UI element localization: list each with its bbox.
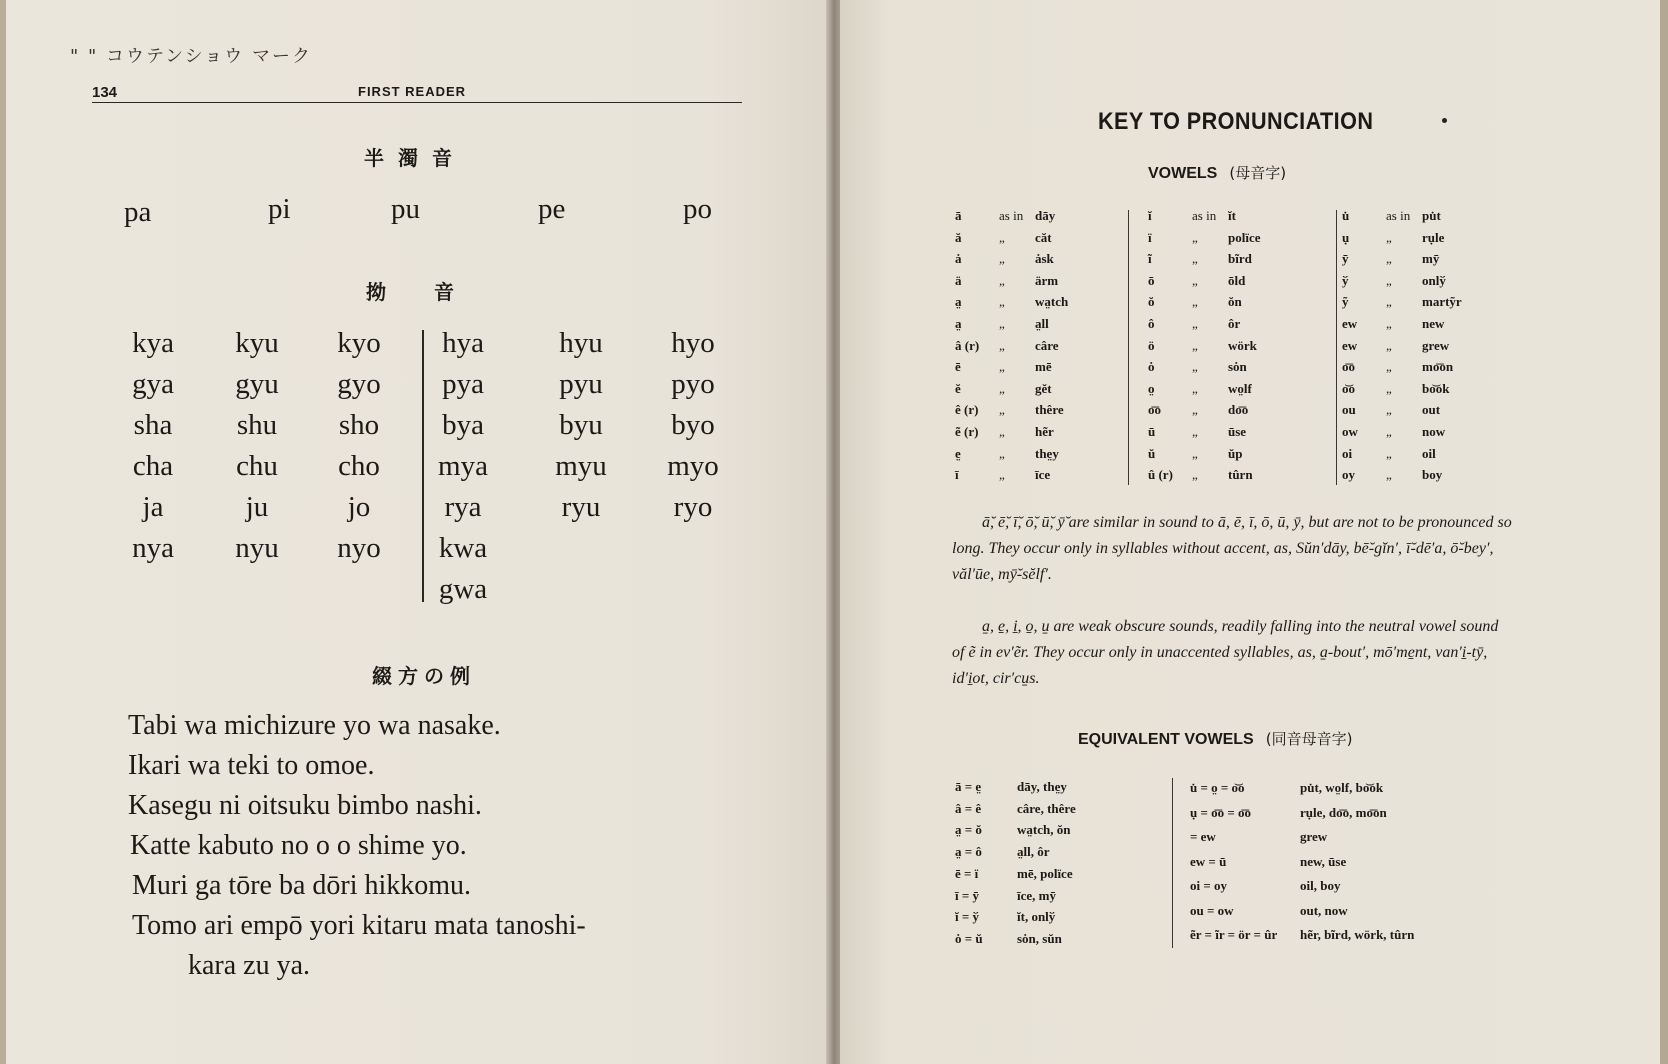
key-connector: as in: [1192, 208, 1217, 223]
equivalent-row: [955, 776, 1076, 798]
key-connector: as in: [1386, 208, 1411, 223]
examples: câre, thêre: [1017, 800, 1076, 816]
key-word: bĩrd: [1228, 251, 1252, 267]
key-word: tûrn: [1228, 467, 1253, 483]
key-sym: ow: [1342, 423, 1358, 439]
key-sym: ô: [1148, 315, 1155, 331]
key-row: [955, 248, 1068, 270]
key-sym: ĩ: [1148, 251, 1152, 267]
equivalence: oi = oy: [1190, 878, 1228, 893]
key-word: ūse: [1228, 423, 1247, 439]
key-row: [1148, 421, 1261, 443]
equivalence: â = ê: [955, 800, 982, 816]
key-sym: ä: [955, 272, 962, 288]
key-sym: oi: [1342, 445, 1353, 461]
note-paragraph: ā̆, ē̆, ī̆, ō̆, ū̆, ȳ̆ are similar in sound to ā, ē, ī, ō, ū, ȳ, but are not to be pronounced so long. They occur only in syllables without accent, as, Sŭn′dāy, bē̆-gĭn′, ī̆-dē′a, ō̆-bey′, văl′ūe, mȳ̆-sĕlf′.: [952, 514, 1512, 583]
key-sym: e̤: [955, 445, 961, 461]
examples: sȯn, sŭn: [1017, 930, 1062, 946]
key-sym: ī: [955, 467, 959, 483]
equivalent-heading-jp: (同音母音字): [1265, 730, 1353, 748]
key-row: [1148, 356, 1261, 378]
key-connector: „: [999, 467, 1005, 483]
examples: mē, polïce: [1017, 865, 1073, 881]
key-row: [1342, 356, 1462, 378]
yoon-syllable: byu: [559, 409, 603, 441]
key-word: ĭt: [1228, 208, 1236, 223]
key-row: [1148, 378, 1261, 400]
key-sym: ŭ: [1148, 445, 1156, 461]
syllable: pa: [124, 196, 152, 228]
key-row: [955, 464, 1068, 486]
equivalent-row: [955, 885, 1076, 907]
key-row: [955, 227, 1068, 249]
key-row: [1148, 399, 1261, 421]
equivalent-column: [955, 776, 1076, 950]
yoon-syllable: bya: [442, 409, 484, 441]
key-row: [1342, 464, 1462, 486]
key-connector: „: [1386, 467, 1392, 483]
key-column: [1342, 205, 1462, 486]
key-connector: „: [1386, 337, 1392, 353]
key-column-rule: [1128, 210, 1129, 485]
key-column: [1148, 205, 1261, 486]
key-row: [1342, 335, 1462, 357]
key-connector: „: [1386, 380, 1392, 396]
yoon-syllable: hyo: [671, 327, 715, 359]
examples: oil, boy: [1300, 878, 1341, 893]
yoon-syllable: hyu: [559, 327, 603, 359]
key-row: [1148, 313, 1261, 335]
examples: new, ūse: [1300, 853, 1347, 869]
yoon-syllable: kya: [132, 327, 174, 359]
key-sym: ū: [1148, 423, 1156, 439]
key-word: out: [1422, 402, 1441, 418]
yoon-syllable: ryu: [561, 491, 601, 523]
key-sym: ï: [1148, 229, 1152, 245]
syllable: pi: [268, 193, 291, 225]
key-row: [1148, 205, 1261, 227]
syllable: pu: [391, 193, 420, 225]
yoon-syllable: chu: [236, 450, 278, 482]
yoon-syllable: gyu: [235, 368, 279, 400]
syllable: po: [683, 193, 712, 225]
key-connector: „: [999, 423, 1005, 439]
key-row: [955, 443, 1068, 465]
page-edge: [1660, 0, 1668, 1064]
key-word: sȯn: [1228, 359, 1247, 375]
examples: out, now: [1300, 902, 1348, 918]
key-row: [1342, 378, 1462, 400]
key-connector: „: [1192, 337, 1198, 353]
equivalent-heading-wrap: [1078, 728, 1352, 749]
yoon-syllable: kyo: [337, 327, 381, 359]
key-word: hẽr: [1035, 423, 1054, 439]
proverb-line: kara zu ya.: [188, 950, 311, 981]
key-sym: ā: [955, 208, 962, 223]
key-row: [1148, 270, 1261, 292]
yoon-syllable: kyu: [235, 327, 279, 359]
yoon-syllable: mya: [438, 450, 488, 482]
equivalence: ou = ow: [1190, 902, 1234, 918]
key-connector: „: [1192, 272, 1198, 288]
equivalent-heading: EQUIVALENT VOWELS: [1078, 731, 1254, 748]
equivalence: = ew: [1190, 829, 1216, 844]
key-sym: ē: [955, 359, 961, 375]
key-sym: oy: [1342, 467, 1355, 483]
yoon-syllable: pyu: [559, 368, 603, 400]
key-word: dāy: [1035, 208, 1056, 223]
yoon-syllable: ja: [142, 491, 164, 523]
examples-heading: 綴方の例: [372, 664, 476, 688]
key-word: do͞o: [1228, 402, 1249, 418]
yoon-syllable: sha: [133, 409, 173, 441]
key-word: martỹr: [1422, 294, 1462, 310]
key-word: onlў: [1422, 272, 1446, 288]
key-word: wo̤lf: [1228, 380, 1252, 396]
key-word: ŭp: [1228, 445, 1243, 461]
running-head: FIRST READER: [358, 84, 467, 99]
key-sym: ȯ: [1148, 359, 1155, 375]
key-connector: „: [1386, 402, 1392, 418]
key-row: [955, 399, 1068, 421]
key-connector: „: [999, 445, 1005, 461]
yoon-syllable: jo: [347, 491, 371, 523]
key-word: boy: [1422, 467, 1443, 483]
key-word: the̤y: [1035, 445, 1059, 461]
equivalence: ē = ï: [955, 865, 979, 881]
key-connector: „: [1192, 380, 1198, 396]
equivalent-row: [1190, 825, 1414, 850]
key-word: ŏn: [1228, 294, 1242, 310]
key-sym: ȧ: [955, 251, 962, 267]
page-edge: [0, 0, 6, 1064]
key-sym: a̤: [955, 315, 962, 331]
key-word: căt: [1035, 229, 1052, 245]
key-connector: „: [1386, 251, 1392, 267]
key-connector: „: [1192, 251, 1198, 267]
key-connector: „: [999, 294, 1005, 310]
key-word: polïce: [1228, 229, 1261, 245]
key-connector: „: [1192, 315, 1198, 331]
examples: rụle, do͞o, mo͞on: [1300, 804, 1387, 820]
equivalent-row: [955, 906, 1076, 928]
key-connector: „: [1386, 229, 1392, 245]
equivalent-row: [955, 841, 1076, 863]
proverb-line: Tomo ari empō yori kitaru mata tanoshi-: [132, 910, 586, 941]
proverb-line: Ikari wa teki to omoe.: [128, 750, 375, 781]
key-word: wa̤tch: [1035, 294, 1069, 310]
key-row: [1148, 443, 1261, 465]
key-row: [1148, 227, 1261, 249]
equivalent-row: [955, 819, 1076, 841]
examples: ĭt, onlў: [1017, 909, 1056, 925]
key-sym: o͞o: [1148, 402, 1161, 418]
key-sym: â (r): [955, 337, 980, 353]
key-sym: ö: [1148, 337, 1155, 353]
key-sym: o͞o: [1342, 359, 1355, 375]
key-word: īce: [1035, 467, 1051, 483]
proverb-line: Kasegu ni oitsuku bimbo nashi.: [128, 790, 482, 821]
equivalent-row: [955, 928, 1076, 950]
equivalence: a̤ = ŏ: [955, 822, 982, 838]
key-row: [955, 421, 1068, 443]
equivalence: ew = ū: [1190, 853, 1227, 869]
key-connector: „: [1386, 272, 1392, 288]
key-word: thêre: [1035, 402, 1064, 418]
key-row: [1342, 270, 1462, 292]
key-sym: ĭ: [1148, 208, 1152, 223]
equivalent-row: [1190, 801, 1414, 826]
proverb-line: Muri ga tōre ba dōri hikkomu.: [132, 870, 472, 901]
key-row: [1342, 291, 1462, 313]
key-word: grew: [1422, 337, 1450, 353]
yoon-syllable: myo: [667, 450, 719, 482]
yoon-syllable: gyo: [337, 368, 381, 400]
key-connector: „: [999, 359, 1005, 375]
key-row: [1148, 291, 1261, 313]
key-connector: „: [999, 272, 1005, 288]
yoon-syllable: sho: [338, 409, 380, 441]
yoon-syllable: pyo: [671, 368, 715, 400]
yoon-syllable: gya: [132, 368, 174, 400]
yoon-syllable: cho: [338, 450, 380, 482]
key-connector: „: [1192, 229, 1198, 245]
key-row: [1342, 313, 1462, 335]
key-row: [955, 335, 1068, 357]
key-connector: as in: [999, 208, 1024, 223]
key-sym: ụ: [1342, 229, 1350, 245]
key-connector: „: [1386, 359, 1392, 375]
equivalent-row: [955, 863, 1076, 885]
page-title: KEY TO PRONUNCIATION: [1098, 108, 1374, 135]
page-number: 134: [92, 84, 118, 101]
ink-dot: [1442, 118, 1447, 123]
left-page: [0, 0, 832, 1064]
key-word: mo͞on: [1422, 359, 1454, 375]
equivalence: a̤ = ô: [955, 844, 982, 860]
key-word: gĕt: [1035, 380, 1052, 396]
key-row: [955, 291, 1068, 313]
yoon-syllable: ju: [245, 491, 269, 523]
key-column: [955, 205, 1068, 486]
yoon-syllable: byo: [671, 409, 715, 441]
equivalence: ụ = o͞o = o͞o: [1190, 804, 1252, 820]
equivalent-row: [1190, 874, 1414, 899]
key-row: [955, 378, 1068, 400]
equivalence: ī = ȳ: [955, 887, 980, 903]
yoon-syllable: myu: [555, 450, 607, 482]
key-connector: „: [1386, 294, 1392, 310]
key-connector: „: [999, 229, 1005, 245]
yoon-syllable: gwa: [438, 573, 488, 605]
yoon-syllable: pya: [442, 368, 484, 400]
key-word: rụle: [1422, 229, 1445, 245]
yoon-syllable: ryo: [673, 491, 713, 523]
note-paragraph: a̱, e̱, i̱, o̱, u̱ are weak obscure sounds, readily falling into the neutral vowel sound of ẽ in ev′ẽr. They occur only in unaccented syllables, as, a̱-bout′, mō′me̱nt, van′i̱-tȳ, id′i̱ot, cir′cu̱s.: [952, 618, 1499, 687]
key-sym: ew: [1342, 315, 1358, 331]
key-word: pu̇t: [1422, 208, 1441, 223]
key-connector: „: [1386, 315, 1392, 331]
key-row: [1342, 421, 1462, 443]
proverb-line: Tabi wa michizure yo wa nasake.: [128, 710, 501, 741]
yoon-syllable: nyu: [235, 532, 279, 564]
equivalent-row: [1190, 776, 1414, 801]
yoon-syllable: shu: [236, 409, 278, 441]
key-sym: o̤: [1148, 380, 1155, 396]
equivalent-row: [1190, 899, 1414, 924]
equivalent-column-rule: [1172, 778, 1173, 948]
key-word: ȧsk: [1035, 251, 1054, 267]
key-column-rule: [1336, 210, 1337, 485]
key-connector: „: [1386, 423, 1392, 439]
key-row: [955, 356, 1068, 378]
equivalent-row: [955, 798, 1076, 820]
examples: dāy, the̤y: [1017, 779, 1067, 794]
equivalence: ȯ = ŭ: [955, 930, 983, 946]
yoon-syllable: hya: [442, 327, 484, 359]
key-word: wörk: [1228, 337, 1257, 353]
vowels-heading-jp: (母音字): [1229, 164, 1287, 182]
key-row: [955, 313, 1068, 335]
examples: īce, mȳ: [1017, 887, 1056, 903]
equivalent-row: [1190, 923, 1414, 948]
equivalence: u̇ = o̤ = o͝o: [1190, 780, 1245, 795]
key-connector: „: [1386, 445, 1392, 461]
key-connector: „: [999, 402, 1005, 418]
key-row: [1148, 248, 1261, 270]
equivalent-column: [1190, 776, 1414, 948]
key-connector: „: [999, 251, 1005, 267]
equivalence: ẽr = ĩr = ör = ûr: [1190, 927, 1278, 942]
yoon-syllable: cha: [132, 450, 174, 482]
key-connector: „: [1192, 423, 1198, 439]
key-row: [1342, 227, 1462, 249]
equivalence: ā = e̤: [955, 779, 982, 794]
key-connector: „: [1192, 294, 1198, 310]
examples: a̤ll, ôr: [1017, 844, 1050, 860]
proverb-line: Katte kabuto no o o shime yo.: [130, 830, 467, 861]
key-sym: ŏ: [1148, 294, 1155, 310]
key-word: ärm: [1035, 272, 1059, 288]
key-row: [955, 205, 1068, 227]
key-sym: o͝o: [1342, 380, 1355, 396]
key-connector: „: [999, 337, 1005, 353]
key-sym: ў: [1342, 272, 1349, 288]
key-sym: ō: [1148, 272, 1155, 288]
key-word: ōld: [1228, 272, 1246, 288]
key-word: ôr: [1228, 315, 1241, 331]
key-connector: „: [999, 380, 1005, 396]
examples: wa̤tch, ŏn: [1017, 822, 1071, 838]
key-connector: „: [999, 315, 1005, 331]
key-connector: „: [1192, 467, 1198, 483]
key-row: [1148, 464, 1261, 486]
key-sym: û (r): [1148, 467, 1173, 483]
key-connector: „: [1192, 445, 1198, 461]
key-word: mȳ: [1422, 251, 1440, 267]
examples: hẽr, bĩrd, wörk, tûrn: [1300, 927, 1415, 942]
examples: pu̇t, wo̤lf, bo͝ok: [1300, 780, 1384, 795]
key-row: [1342, 399, 1462, 421]
handakuon-heading: 半濁音: [364, 146, 466, 170]
yoon-heading: 拗 音: [366, 280, 468, 304]
key-sym: ĕ: [955, 380, 961, 396]
key-word: oil: [1422, 445, 1436, 461]
key-word: new: [1422, 315, 1445, 331]
syllable: pe: [538, 193, 566, 225]
equivalence: ĭ = ў: [955, 909, 980, 925]
key-sym: ȳ: [1342, 251, 1349, 267]
key-word: mē: [1035, 359, 1052, 375]
key-sym: ê (r): [955, 402, 979, 418]
vowels-heading-wrap: [1148, 162, 1286, 183]
equivalent-row: [1190, 850, 1414, 875]
yoon-syllable: kwa: [438, 532, 488, 564]
key-row: [1342, 248, 1462, 270]
examples: grew: [1300, 829, 1328, 844]
yoon-syllable: rya: [444, 491, 482, 523]
key-row: [1342, 443, 1462, 465]
key-sym: ă: [955, 229, 962, 245]
yoon-syllable: nya: [132, 532, 174, 564]
key-sym: a̤: [955, 294, 962, 310]
handwritten-note: " " コウテンショウ マーク: [70, 46, 313, 67]
vowels-heading: VOWELS: [1148, 165, 1218, 182]
key-row: [1148, 335, 1261, 357]
key-sym: ou: [1342, 402, 1356, 418]
key-connector: „: [1192, 359, 1198, 375]
key-sym: ew: [1342, 337, 1358, 353]
yoon-syllable: nyo: [337, 532, 381, 564]
key-word: bo͝ok: [1422, 380, 1450, 396]
key-row: [955, 270, 1068, 292]
key-sym: ẽ (r): [955, 423, 979, 439]
key-word: câre: [1035, 337, 1059, 353]
header-rule: [92, 102, 742, 103]
key-row: [1342, 205, 1462, 227]
key-sym: u̇: [1342, 208, 1350, 223]
key-connector: „: [1192, 402, 1198, 418]
key-word: a̤ll: [1035, 315, 1049, 331]
key-word: now: [1422, 423, 1446, 439]
key-sym: ỹ: [1342, 294, 1349, 310]
